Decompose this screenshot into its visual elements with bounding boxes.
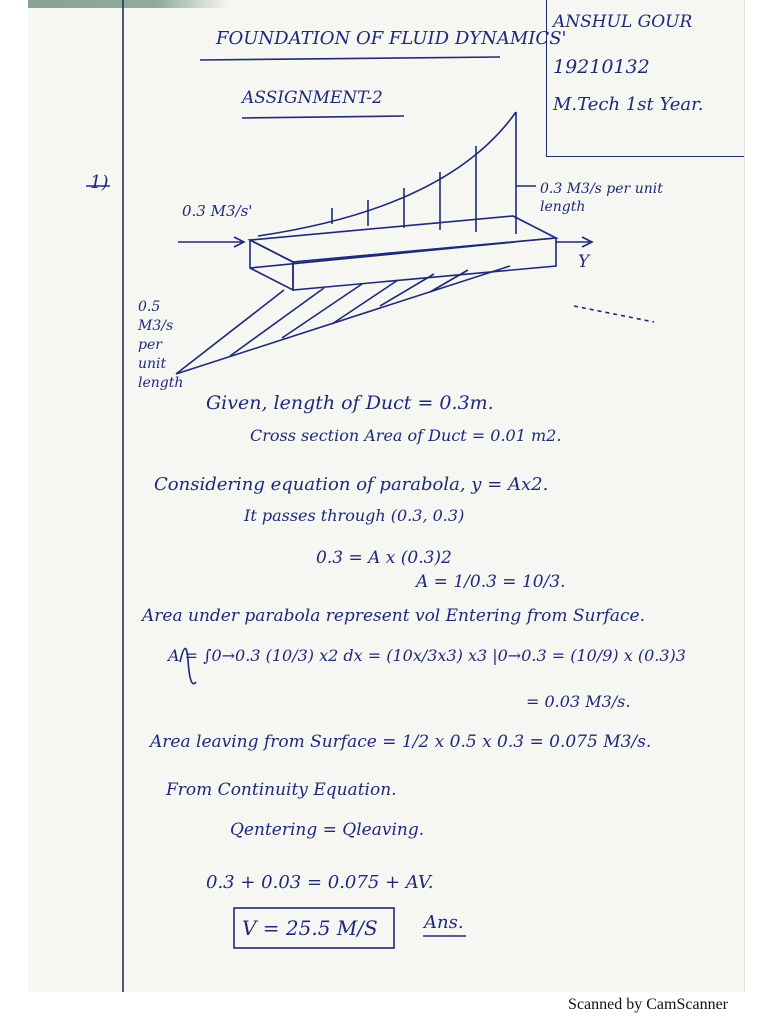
solution-line: Area leaving from Surface = 1/2 x 0.5 x 0.3 = 0.075 M3/s. xyxy=(150,732,652,752)
dashed-line xyxy=(574,306,654,322)
solution-line: From Continuity Equation. xyxy=(166,780,397,800)
assignment-title: ASSIGNMENT-2 xyxy=(242,88,383,108)
inflow-label: 0.3 M3/s' xyxy=(182,202,253,220)
solution-line: 0.3 + 0.03 = 0.075 + AV. xyxy=(206,872,434,893)
scanner-watermark: Scanned by CamScanner xyxy=(568,996,728,1013)
title-underline xyxy=(200,57,500,60)
solution-line: It passes through (0.3, 0.3) xyxy=(244,506,465,525)
bottom-triangle-edge xyxy=(176,266,510,374)
solution-line: A = ∫0→0.3 (10/3) x2 dx = (10x/3x3) x3 |0→0.3 = (10/9) x (0.3)3 xyxy=(168,646,686,665)
answer-tag: Ans. xyxy=(424,912,464,933)
program: M.Tech 1st Year. xyxy=(553,94,704,115)
solution-line: Area under parabola represent vol Entering from Surface. xyxy=(142,606,646,626)
bottom-flow-label: 0.5 M3/s per unit length xyxy=(138,299,184,391)
notebook-page xyxy=(28,0,745,992)
axis-label: Y xyxy=(578,252,590,272)
duct-front-face xyxy=(293,238,556,290)
parabola-curve xyxy=(258,112,516,236)
solution-line: A = 1/0.3 = 10/3. xyxy=(416,572,566,592)
bottom-arrow xyxy=(176,290,284,374)
duct-inner-line xyxy=(250,242,515,268)
solution-line: = 0.03 M3/s. xyxy=(526,692,631,711)
assignment-underline xyxy=(242,116,404,118)
solution-line: Considering equation of parabola, y = Ax2. xyxy=(154,474,549,495)
solution-line: 0.3 = A x (0.3)2 xyxy=(316,548,452,568)
solution-line: Qentering = Qleaving. xyxy=(230,820,425,840)
top-outflow-label: 0.3 M3/s per unit length xyxy=(540,181,663,216)
page-title: FOUNDATION OF FLUID DYNAMICS' xyxy=(216,28,567,49)
question-number: 1) xyxy=(90,172,109,193)
solution-line: Given, length of Duct = 0.3m. xyxy=(206,392,494,414)
roll-number: 19210132 xyxy=(553,56,650,78)
duct-top-face xyxy=(250,216,556,262)
answer-value: V = 25.5 M/S xyxy=(242,916,378,940)
student-name: ANSHUL GOUR xyxy=(553,12,693,32)
bottom-arrow xyxy=(282,284,362,338)
duct-diagram xyxy=(28,0,744,992)
solution-line: Cross section Area of Duct = 0.01 m2. xyxy=(250,426,562,445)
